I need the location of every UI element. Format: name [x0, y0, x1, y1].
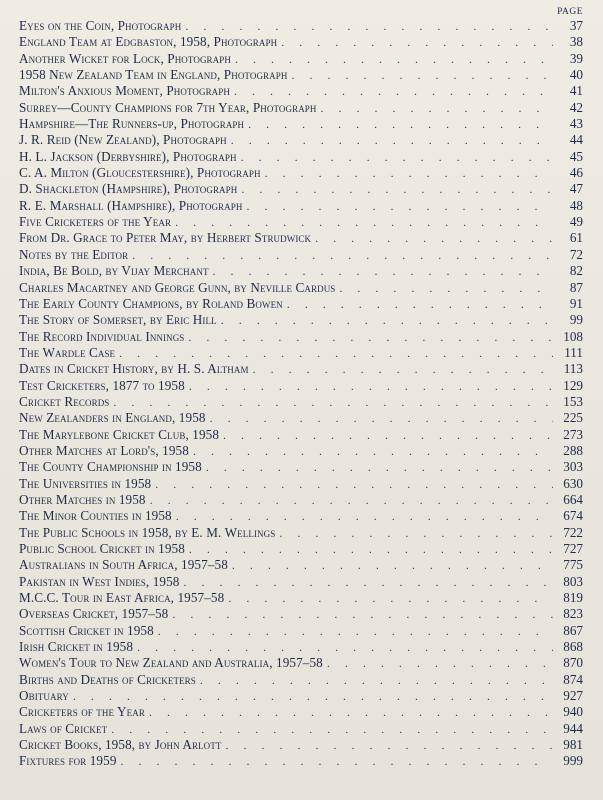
dot-leader [231, 132, 553, 148]
entry-title: Overseas Cricket, 1957–58 [19, 606, 169, 622]
dot-leader [188, 329, 553, 345]
entry-page-number: 867 [563, 622, 583, 638]
entry-title: The Universities in 1958 [19, 475, 152, 491]
entry-title: The Record Individual Innings [19, 328, 185, 344]
contents-entry [19, 508, 583, 524]
entry-page-number: 630 [563, 475, 583, 491]
entry-page-number: 72 [569, 246, 583, 262]
contents-entry [19, 329, 583, 345]
dot-leader [235, 51, 553, 67]
entry-title: Dates in Cricket History, by H. S. Altham [19, 361, 249, 377]
entry-title: Obituary [19, 688, 69, 704]
entry-page-number: 42 [569, 99, 583, 115]
contents-entry [19, 378, 583, 394]
entry-page-number: 944 [563, 720, 583, 736]
contents-entry [19, 427, 583, 443]
entry-title: Charles Macartney and George Gunn, by Neville Cardus [19, 279, 336, 295]
entry-title: The County Championship in 1958 [19, 459, 202, 475]
contents-entry [19, 67, 583, 83]
contents-entry [19, 394, 583, 410]
entry-title: The Story of Somerset, by Eric Hill [19, 312, 217, 328]
dot-leader [158, 623, 553, 639]
entry-title: Cricketers of the Year [19, 704, 145, 720]
entry-page-number: 108 [563, 328, 583, 344]
contents-entry [19, 149, 583, 165]
entry-title: Other Matches in 1958 [19, 491, 146, 507]
entry-page-number: 803 [563, 573, 583, 589]
entry-title: Australians in South Africa, 1957–58 [19, 557, 228, 573]
contents-entry [19, 655, 583, 671]
contents-entry [19, 459, 583, 475]
entry-page-number: 273 [563, 426, 583, 442]
dot-leader [121, 753, 553, 769]
entry-page-number: 303 [563, 459, 583, 475]
entry-page-number: 999 [563, 753, 583, 769]
entry-page-number: 43 [569, 116, 583, 132]
entry-title: Cricket Records [19, 393, 110, 409]
dot-leader [228, 590, 553, 606]
contents-entry [19, 214, 583, 230]
contents-entry [19, 361, 583, 377]
dot-leader [189, 378, 553, 394]
entry-title: The Marylebone Cricket Club, 1958 [19, 426, 220, 442]
contents-entry [19, 100, 583, 116]
dot-leader [232, 557, 553, 573]
entry-page-number: 153 [563, 393, 583, 409]
entry-page-number: 870 [563, 655, 583, 671]
entry-title: C. A. Milton (Gloucestershire), Photograph [19, 165, 261, 181]
dot-leader [223, 427, 553, 443]
entry-title: Notes by the Editor [19, 246, 129, 262]
contents-entry [19, 443, 583, 459]
dot-leader [73, 688, 553, 704]
dot-leader [189, 541, 553, 557]
entry-page-number: 129 [563, 377, 583, 393]
entry-page-number: 927 [563, 688, 583, 704]
contents-entry [19, 590, 583, 606]
dot-leader [234, 83, 553, 99]
contents-entry [19, 541, 583, 557]
entry-page-number: 48 [569, 197, 583, 213]
dot-leader [172, 606, 553, 622]
entry-title: Women's Tour to New Zealand and Australia, 1957–58 [19, 655, 323, 671]
entry-title: New Zealanders in England, 1958 [19, 410, 206, 426]
contents-entry [19, 345, 583, 361]
entry-page-number: 37 [569, 18, 583, 33]
dot-leader [279, 525, 553, 541]
dot-leader [150, 492, 553, 508]
entry-page-number: 113 [563, 361, 583, 377]
entry-title: Cricket Books, 1958, by John Arlott [19, 737, 222, 753]
entry-page-number: 722 [563, 524, 583, 540]
entry-title: Laws of Cricket [19, 720, 108, 736]
entry-page-number: 674 [563, 508, 583, 524]
entry-page-number: 823 [563, 606, 583, 622]
dot-leader [281, 34, 553, 50]
entry-page-number: 49 [569, 214, 583, 230]
contents-entry [19, 51, 583, 67]
contents-entry [19, 312, 583, 328]
contents-entry [19, 247, 583, 263]
contents-entry [19, 116, 583, 132]
contents-entry [19, 230, 583, 246]
contents-entry [19, 672, 583, 688]
entry-title: M.C.C. Tour in East Africa, 1957–58 [19, 590, 225, 606]
entry-page-number: 91 [569, 295, 583, 311]
dot-leader [137, 639, 553, 655]
entry-page-number: 47 [569, 181, 583, 197]
entry-page-number: 775 [563, 557, 583, 573]
dot-leader [265, 165, 553, 181]
contents-entry [19, 525, 583, 541]
contents-entry [19, 606, 583, 622]
contents-entry [19, 263, 583, 279]
entry-title: Five Cricketers of the Year [19, 214, 172, 230]
entry-page-number: 288 [563, 442, 583, 458]
entry-title: J. R. Reid (New Zealand), Photograph [19, 132, 227, 148]
entry-title: Pakistan in West Indies, 1958 [19, 573, 180, 589]
entry-title: Hampshire—The Runners-up, Photograph [19, 116, 245, 132]
entry-page-number: 981 [563, 737, 583, 753]
entry-title: Births and Deaths of Cricketers [19, 671, 196, 687]
contents-entry [19, 296, 583, 312]
entry-title: Milton's Anxious Moment, Photograph [19, 83, 230, 99]
contents-entry [19, 753, 583, 769]
dot-leader [200, 672, 553, 688]
entry-title: Fixtures for 1959 [19, 753, 117, 769]
dot-leader [315, 230, 553, 246]
dot-leader [287, 296, 553, 312]
entry-page-number: 40 [569, 67, 583, 83]
dot-leader [321, 100, 553, 116]
entry-page-number: 99 [569, 312, 583, 328]
dot-leader [155, 476, 553, 492]
contents-entry [19, 574, 583, 590]
entry-page-number: 874 [563, 671, 583, 687]
contents-entry [19, 704, 583, 720]
contents-entry [19, 557, 583, 573]
contents-entry [19, 639, 583, 655]
contents-entry [19, 34, 583, 50]
dot-leader [176, 508, 553, 524]
contents-entry [19, 18, 583, 34]
entry-page-number: 727 [563, 541, 583, 556]
entry-page-number: 940 [563, 704, 583, 720]
entry-title: Test Cricketers, 1877 to 1958 [19, 377, 185, 393]
entry-title: 1958 New Zealand Team in England, Photograph [19, 67, 288, 83]
entry-page-number: 46 [569, 165, 583, 181]
entry-title: Scottish Cricket in 1958 [19, 622, 154, 638]
entry-page-number: 44 [569, 132, 583, 148]
dot-leader [291, 67, 553, 83]
entry-page-number: 868 [563, 639, 583, 655]
entry-page-number: 819 [563, 590, 583, 606]
dot-leader [113, 394, 553, 410]
contents-entry [19, 721, 583, 737]
dot-leader [213, 263, 553, 279]
entry-title: The Minor Counties in 1958 [19, 508, 172, 524]
entry-title: Other Matches at Lord's, 1958 [19, 442, 189, 458]
entry-title: Another Wicket for Lock, Photograph [19, 50, 231, 66]
entry-title: D. Shackleton (Hampshire), Photograph [19, 181, 238, 197]
entry-title: The Public Schools in 1958, by E. M. Wellings [19, 524, 276, 540]
entry-page-number: 45 [569, 148, 583, 164]
contents-entry [19, 165, 583, 181]
entry-title: England Team at Edgbaston, 1958, Photograph [19, 34, 278, 50]
dot-leader [248, 116, 553, 132]
contents-entry [19, 688, 583, 704]
dot-leader [119, 345, 553, 361]
dot-leader [241, 181, 553, 197]
entry-page-number: 61 [569, 230, 583, 246]
entry-page-number: 39 [569, 50, 583, 66]
contents-entry [19, 280, 583, 296]
contents-entry [19, 132, 583, 148]
entry-page-number: 41 [569, 83, 583, 99]
entry-page-number: 225 [563, 410, 583, 426]
dot-leader [111, 721, 553, 737]
entry-title: The Wardle Case [19, 344, 116, 360]
contents-list [19, 18, 583, 770]
entry-page-number: 111 [564, 344, 583, 360]
entry-title: Irish Cricket in 1958 [19, 639, 134, 655]
contents-entry [19, 492, 583, 508]
dot-leader [193, 443, 553, 459]
dot-leader [246, 198, 553, 214]
entry-page-number: 82 [569, 263, 583, 279]
entry-page-number: 664 [563, 491, 583, 507]
contents-entry [19, 623, 583, 639]
entry-title: India, Be Bold, by Vijay Merchant [19, 263, 209, 279]
page-column-label: PAGE [557, 7, 583, 17]
entry-page-number: 87 [569, 279, 583, 295]
dot-leader [253, 361, 553, 377]
dot-leader [185, 18, 553, 34]
entry-title: R. E. Marshall (Hampshire), Photograph [19, 197, 243, 213]
entry-title: Surrey—County Champions for 7th Year, Photograph [19, 99, 317, 115]
contents-entry [19, 198, 583, 214]
entry-title: Public School Cricket in 1958 [19, 541, 185, 556]
dot-leader [206, 459, 553, 475]
dot-leader [339, 280, 553, 296]
dot-leader [149, 704, 553, 720]
contents-entry [19, 410, 583, 426]
entry-title: H. L. Jackson (Derbyshire), Photograph [19, 148, 237, 164]
entry-title: From Dr. Grace to Peter May, by Herbert Strudwick [19, 230, 312, 246]
contents-entry [19, 737, 583, 753]
dot-leader [132, 247, 553, 263]
entry-title: Eyes on the Coin, Photograph [19, 18, 182, 33]
contents-entry [19, 83, 583, 99]
dot-leader [183, 574, 553, 590]
contents-entry [19, 476, 583, 492]
dot-leader [241, 149, 553, 165]
entry-title: The Early County Champions, by Roland Bowen [19, 295, 283, 311]
dot-leader [221, 312, 553, 328]
dot-leader [175, 214, 553, 230]
dot-leader [327, 655, 553, 671]
dot-leader [225, 737, 553, 753]
contents-entry [19, 181, 583, 197]
dot-leader [210, 410, 553, 426]
entry-page-number: 38 [569, 34, 583, 50]
